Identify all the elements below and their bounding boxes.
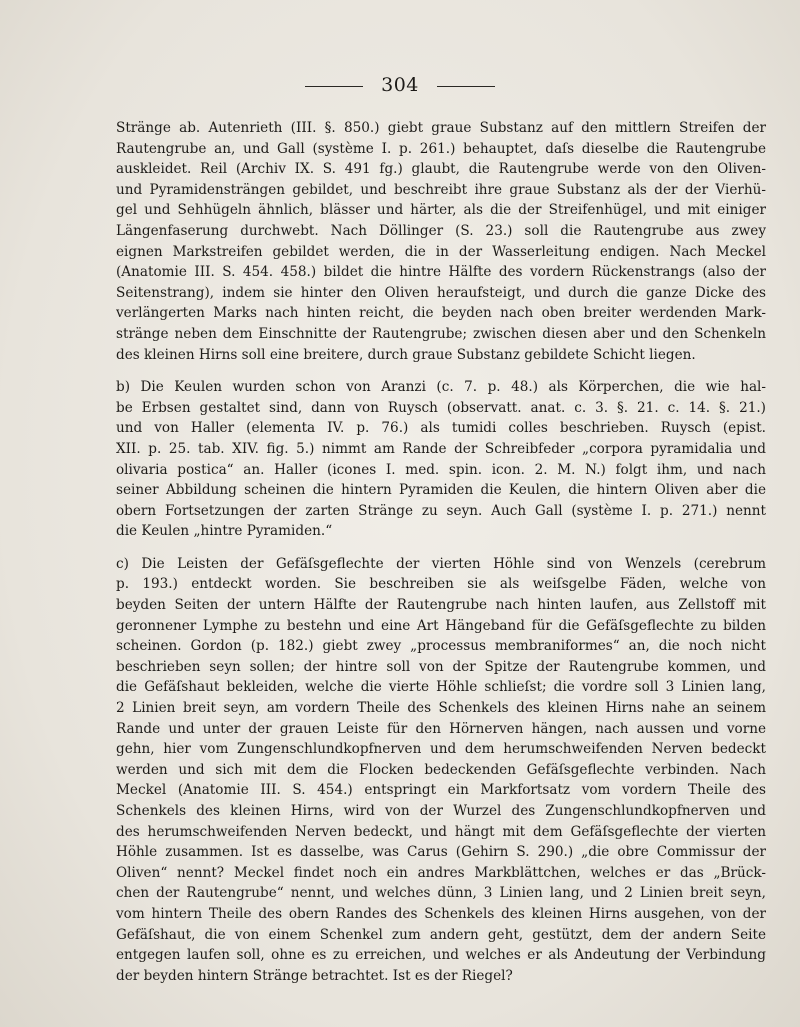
text-line: Oliven“ nennt? Meckel findet noch ein andres Markblättchen, welches er das „Brück- — [116, 864, 766, 881]
page-number: 304 — [381, 74, 419, 96]
text-line: be Erbsen gestaltet sind, dann von Ruysch (observatt. anat. c. 3. §. 21. c. 14. §. 21.) — [116, 399, 766, 416]
text-line: Schenkels des kleinen Hirns, wird von der Wurzel des Zungenschlundkopfnerven und — [116, 803, 766, 819]
text-line: geronnener Lymphe zu bestehn und eine Art Hängeband für die Gefäſsgeflechte zu bilden — [116, 617, 766, 634]
text-line: (Anatomie III. S. 454. 458.) bildet die hintre Hälfte des vordern Rückenstrangs (also der — [116, 264, 766, 281]
page-header — [0, 74, 800, 96]
text-line: gel und Sehhügeln ähnlich, blässer und härter, als die der Streifenhügel, und mit einiger — [116, 202, 766, 219]
text-line: und Pyramidensträngen gebildet, und beschreibt ihre graue Substanz als der der Vierhü- — [116, 181, 766, 198]
text-line: olivaria postica“ an. Haller (icones I. med. spin. icon. 2. M. N.) folgt ihm, und nach — [116, 461, 766, 478]
text-line: p. 193.) entdeckt worden. Sie beschreiben sie als weiſsgelbe Fäden, welche von — [116, 576, 766, 593]
text-line: Höhle zusammen. Ist es dasselbe, was Carus (Gehirn S. 290.) „die obre Commissur der — [116, 844, 766, 861]
text-line: Gefäſshaut, die von einem Schenkel zum andern geht, gestützt, dem der andern Seite — [116, 926, 766, 943]
text-line: eignen Markstreifen gebildet werden, die in der Wasserleitung endigen. Nach Meckel — [116, 243, 766, 260]
text-line: des kleinen Hirns soll eine breitere, durch graue Substanz gebildete Schicht liegen. — [116, 346, 696, 363]
header-rule-left — [305, 86, 363, 87]
text-line: und von Haller (elementa IV. p. 76.) als tumidi colles beschrieben. Ruysch (epist. — [116, 420, 766, 437]
text-line: b) Die Keulen wurden schon von Aranzi (c. 7. p. 48.) als Körperchen, die wie hal- — [116, 379, 766, 396]
text-line: Meckel (Anatomie III. S. 454.) entspringt ein Markfortsatz vom vordern Theile des — [116, 782, 766, 799]
text-line: die Keulen „hintre Pyramiden.“ — [116, 523, 333, 540]
text-line: scheinen. Gordon (p. 182.) giebt zwey „processus membraniformes“ an, die noch nicht — [116, 638, 766, 655]
text-line: Rande und unter der grauen Leiste für den Hörnerven hängen, nach aussen und vorne — [116, 720, 766, 737]
text-line: die Gefäſshaut bekleiden, welche die vierte Höhle schlieſst; die vordre soll 3 Linien lang, — [116, 679, 766, 696]
text-line: der beyden hintern Stränge betrachtet. Ist es der Riegel? — [116, 967, 513, 984]
paragraph-b — [116, 377, 766, 542]
text-line: Seitenstrang), indem sie hinter den Oliven heraufsteigt, und durch die ganze Dicke des — [116, 284, 766, 301]
text-line: des herumschweifenden Nerven bedeckt, und hängt mit dem Gefäſsgeflechte der vierten — [116, 823, 766, 840]
paragraph-c — [116, 554, 766, 986]
text-line: obern Fortsetzungen der zarten Stränge zu seyn. Auch Gall (système I. p. 271.) nennt — [116, 502, 766, 519]
text-line: chen der Rautengrube“ nennt, und welches dünn, 3 Linien lang, und 2 Linien breit seyn, — [116, 885, 766, 902]
text-line: entgegen laufen soll, ohne es zu erreichen, und welches er als Andeutung der Verbindung — [116, 947, 766, 964]
text-line: Stränge ab. Autenrieth (III. §. 850.) giebt graue Substanz auf den mittlern Streifen der — [116, 120, 766, 136]
text-line: vom hintern Theile des obern Randes des Schenkels des kleinen Hirns ausgehen, von der — [116, 905, 766, 922]
text-line: c) Die Leisten der Gefäſsgeflechte der vierten Höhle sind von Wenzels (cerebrum — [116, 555, 766, 572]
text-line: 2 Linien breit seyn, am vordern Theile des Schenkels des kleinen Hirns nahe an seinem — [116, 700, 766, 717]
paragraph-a — [116, 118, 766, 365]
text-line: gehn, hier vom Zungenschlundkopfnerven und dem herumschweifenden Nerven bedeckt — [116, 741, 766, 758]
body-text — [116, 118, 766, 998]
text-line: Längenfaserung durchwebt. Nach Döllinger (S. 23.) soll die Rautengrube aus zwey — [116, 222, 766, 239]
text-line: verlängerten Marks nach hinten reicht, die beyden nach oben breiter werdenden Mark- — [116, 305, 766, 322]
text-line: stränge neben dem Einschnitte der Rautengrube; zwischen diesen aber und den Schenkeln — [116, 325, 766, 342]
text-line: werden und sich mit dem die Flocken bedeckenden Gefäſsgeflechte verbinden. Nach — [116, 761, 766, 778]
text-line: Rautengrube an, und Gall (système I. p. 261.) behauptet, daſs dieselbe die Rautengrube — [116, 140, 766, 157]
text-line: beyden Seiten der untern Hälfte der Rautengrube nach hinten laufen, aus Zellstoff mit — [116, 597, 766, 614]
header-rule-right — [437, 86, 495, 87]
text-line: XII. p. 25. tab. XIV. fig. 5.) nimmt am Rande der Schreibfeder „corpora pyramidalia und — [116, 440, 766, 457]
text-line: auskleidet. Reil (Archiv IX. S. 491 fg.) glaubt, die Rautengrube werde von den Oliven- — [116, 161, 766, 178]
text-line: beschrieben seyn sollen; der hintre soll von der Spitze der Rautengrube kommen, und — [116, 658, 766, 675]
text-line: seiner Abbildung scheinen die hintern Pyramiden die Keulen, die hintern Oliven aber die — [116, 482, 766, 499]
